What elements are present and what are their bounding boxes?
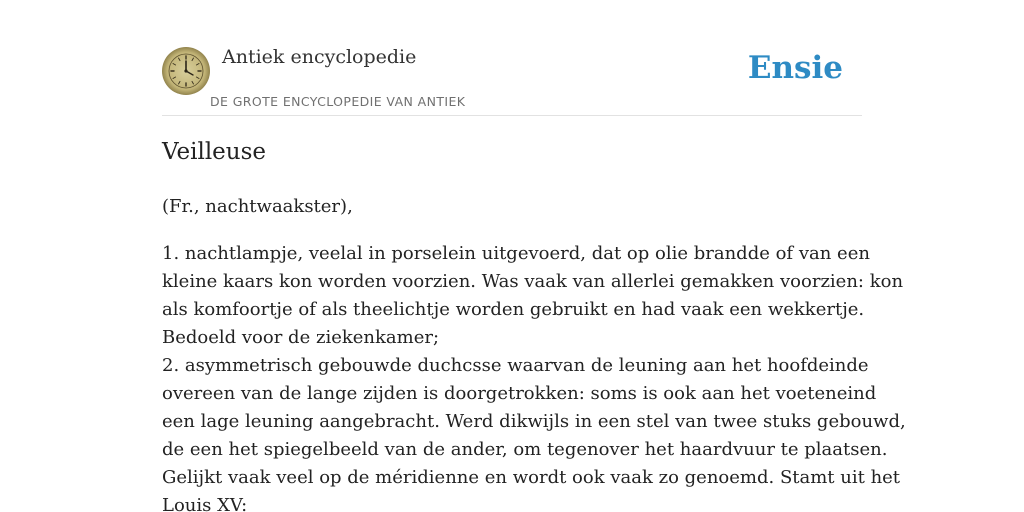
article-line: als komfoortje of als theelichtje worden gebruikt en had vaak een wekkertje. bbox=[162, 299, 865, 320]
clock-face bbox=[162, 47, 210, 95]
article-line: Bedoeld voor de ziekenkamer; bbox=[162, 327, 440, 348]
page-container bbox=[162, 0, 906, 512]
article-line: een lage leuning aangebracht. Werd dikwijls in een stel van twee stuks gebouwd, bbox=[162, 411, 906, 432]
article-line: 2. asymmetrisch gebouwde duchcsse waarvan de leuning aan het hoofdeinde bbox=[162, 355, 869, 376]
article-intro: (Fr., nachtwaakster), bbox=[162, 196, 353, 217]
article-line: de een het spiegelbeeld van de ander, om tegenover het haardvuur te plaatsen. bbox=[162, 439, 888, 460]
site-header bbox=[162, 0, 862, 116]
article-title: Veilleuse bbox=[162, 139, 267, 165]
article-line: Gelijkt vaak veel op de méridienne en wordt ook vaak zo genoemd. Stamt uit het bbox=[162, 467, 901, 488]
article-line: overeen van de lange zijden is doorgetrokken: soms is ook aan het voeteneind bbox=[162, 383, 877, 404]
clock-icon[interactable] bbox=[162, 47, 210, 95]
article-line: Louis XV: bbox=[162, 495, 248, 512]
site-name[interactable]: Antiek encyclopedie bbox=[222, 46, 417, 68]
article-body bbox=[162, 240, 906, 512]
site-subtitle: DE GROTE ENCYCLOPEDIE VAN ANTIEK bbox=[210, 94, 466, 109]
article-line: kleine kaars kon worden voorzien. Was vaak van allerlei gemakken voorzien: kon bbox=[162, 271, 904, 292]
article-line: 1. nachtlampje, veelal in porselein uitgevoerd, dat op olie brandde of van een bbox=[162, 243, 870, 264]
brand-logo-link[interactable]: Ensie bbox=[747, 50, 843, 86]
